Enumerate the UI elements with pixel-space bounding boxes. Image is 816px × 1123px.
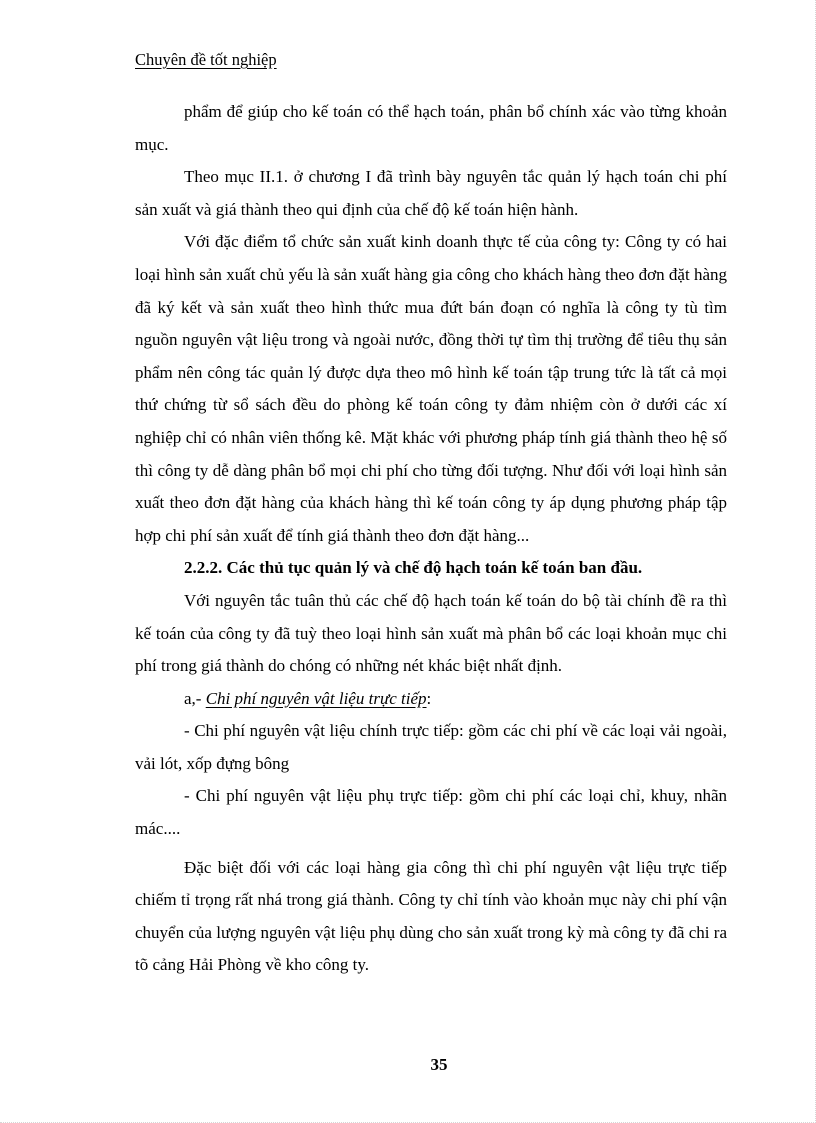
running-header: Chuyên đề tốt nghiệp	[135, 50, 277, 69]
section-heading: 2.2.2. Các thủ tục quản lý và chế độ hạch toán kế toán ban đầu.	[184, 558, 643, 578]
subsection-a-suffix: :	[426, 688, 432, 708]
paragraph-nguyen-tac: Với nguyên tắc tuân thủ các chế độ hạch toán kế toán do bộ tài chính đề ra thì kế toán của công ty đã tuỳ theo loại hình sản xuất mà phân bổ các loại khoản mục chi phí trong giá thành do chóng có những nét khác biệt nhất định.	[135, 590, 727, 676]
paragraph-continuation: phẩm để giúp cho kế toán có thể hạch toán, phân bổ chính xác vào từng khoản mục.	[135, 102, 727, 154]
page-number: 35	[430, 1055, 448, 1074]
list-item-main-material: - Chi phí nguyên vật liệu chính trực tiếp: gồm các chi phí về các loại vải ngoài, vải lót, xốp đựng bông	[135, 721, 727, 773]
subsection-a-prefix: a,-	[184, 688, 206, 708]
subsection-a-heading	[135, 683, 727, 716]
paragraph-theo-muc: Theo mục II.1. ở chương I đã trình bày nguyên tắc quản lý hạch toán chi phí sản xuất và giá thành theo qui định của chế độ kế toán hiện hành.	[135, 167, 727, 219]
paragraph-dac-diem: Với đặc điểm tổ chức sản xuất kinh doanh thực tế của công ty: Công ty có hai loại hình sản xuất chủ yếu là sản xuất hàng gia công cho khách hàng theo đơn đặt hàng đã ký kết và sản xuất theo hình thức mua đứt bán đoạn có nghĩa là công ty tù tìm nguồn nguyên vật liệu trong và ngoài nước, đồng thời tự tìm thị trường để tiêu thụ sản phẩm nên công tác quản lý được dựa theo mô hình kế toán tập trung tức là tất cả mọi thứ chứng từ sổ sách đều do phòng kế toán công ty đảm nhiệm còn ở dưới các xí nghiệp chỉ có nhân viên thống kê. Mặt khác với phương pháp tính giá thành theo hệ số thì công ty dễ dàng phân bổ mọi chi phí cho từng đối tượng. Như đối với loại hình sản xuất theo đơn đặt hàng của khách hàng thì kế toán công ty áp dụng phương pháp tập hợp chi phí sản xuất để tính giá thành theo đơn đặt hàng...	[135, 232, 727, 545]
subsection-a-title: Chi phí nguyên vật liệu trực tiếp	[205, 688, 427, 708]
body-text	[135, 96, 727, 982]
list-item-secondary-material: - Chi phí nguyên vật liệu phụ trực tiếp: gồm chi phí các loại chỉ, khuy, nhãn mác....	[135, 786, 727, 839]
paragraph-dac-biet: Đặc biệt đối với các loại hàng gia công thì chi phí nguyên vật liệu trực tiếp chiếm tỉ trọng rất nhá trong giá thành. Công ty chỉ tính vào khoản mục này chi phí vận chuyển của lượng nguyên vật liệu phụ dùng cho sản xuất trong kỳ mà công ty đã chi ra tõ cảng Hải Phòng về kho công ty.	[135, 857, 727, 975]
